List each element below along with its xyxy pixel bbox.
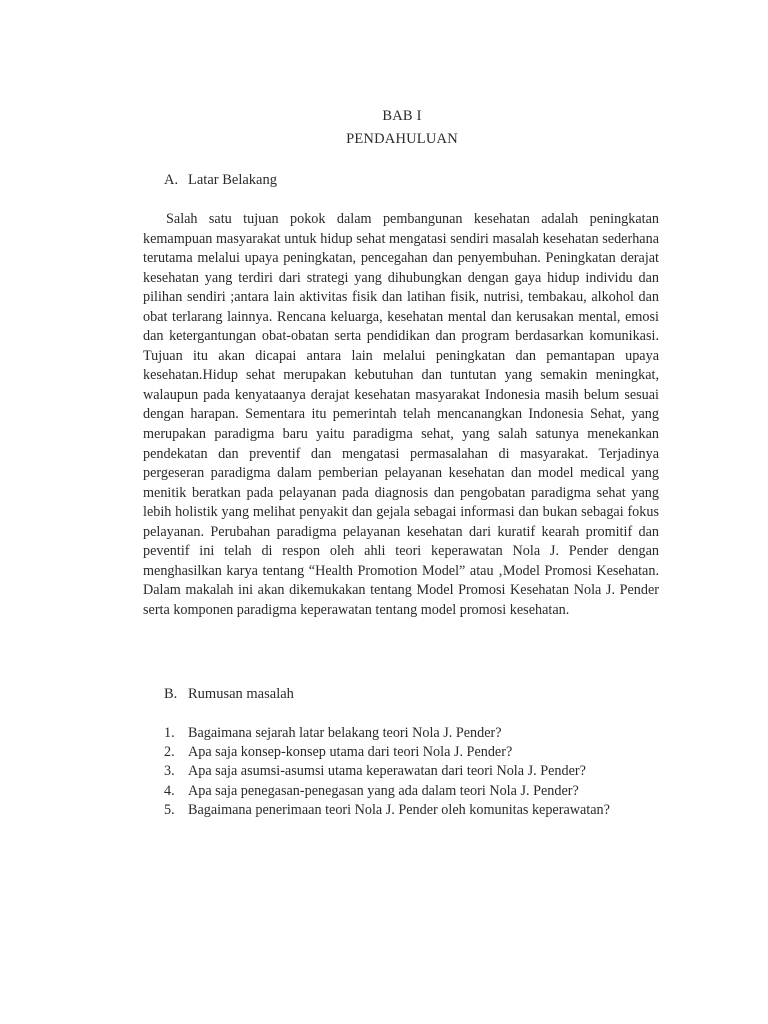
list-item-number: 4.: [164, 782, 175, 799]
list-item-text: Apa saja konsep-konsep utama dari teori Nola J. Pender?: [188, 744, 513, 761]
chapter-title: PENDAHULUAN: [346, 131, 458, 147]
list-item-text: Bagaimana penerimaan teori Nola J. Pender oleh komunitas keperawatan?: [188, 801, 610, 818]
section-b-title: Rumusan masalah: [188, 686, 294, 702]
list-item-number: 5.: [164, 801, 175, 818]
chapter-label: BAB I: [382, 108, 422, 124]
list-item-text: Apa saja asumsi-asumsi utama keperawatan dari teori Nola J. Pender?: [188, 763, 586, 780]
section-b-heading: [164, 686, 294, 703]
list-item-number: 2.: [164, 744, 175, 761]
list-item: [164, 801, 610, 820]
list-item: [164, 743, 610, 762]
list-item-number: 3.: [164, 763, 175, 780]
section-a-heading: [164, 172, 277, 189]
list-item-text: Apa saja penegasan-penegasan yang ada dalam teori Nola J. Pender?: [188, 782, 579, 799]
list-item-number: 1.: [164, 725, 175, 741]
list-item: [164, 782, 610, 801]
question-list: [164, 724, 610, 820]
background-paragraph: Salah satu tujuan pokok dalam pembangunan kesehatan adalah peningkatan kemampuan masyarakat untuk hidup sehat mengatasi sendiri masalah kesehatan sederhana terutama melalui upaya peningkatan, pencegahan dan penyembuhan. Peningkatan derajat kesehatan yang terdiri dari strategi yang dihubungkan dengan gaya hidup individu dan pilihan sendiri ;antara lain aktivitas fisik dan latihan fisik, nutrisi, tembakau, alkohol dan obat terlarang lainnya. Rencana keluarga, kesehatan mental dan kerusakan mental, emosi dan ketergantungan obat-obatan serta pendidikan dan program berdasarkan komunikasi. Tujuan itu akan dicapai antara lain melalui peningkatan dan pemantapan upaya kesehatan.Hidup sehat merupakan kebutuhan dan tuntutan yang semakin meningkat, walaupun pada kenyataanya derajat kesehatan masyarakat Indonesia masih belum sesuai dengan harapan. Sementara itu pemerintah telah mencanangkan Indonesia Sehat, yang merupakan paradigma baru yaitu paradigma sehat, yang salah satunya menekankan pendekatan dan preventif dan mengatasi permasalahan di masyarakat. Terjadinya pergeseran paradigma dalam pemberian pelayanan kesehatan dan model medical yang menitik beratkan pada pelayanan pada diagnosis dan pengobatan paradigma sehat yang lebih holistik yang melihat penyakit dan gejala sebagai informasi dan bukan sebagai fokus pelayanan. Perubahan paradigma pelayanan kesehatan dari kuratif kearah promitif dan peventif ini telah di respon oleh ahli teori keperawatan Nola J. Pender dengan menghasilkan karya tentang “Health Promotion Model” atau ‚Model Promosi Kesehatan. Dalam makalah ini akan dikemukakan tentang Model Promosi Kesehatan Nola J. Pender serta komponen paradigma keperawatan tentang model promosi kesehatan.: [143, 211, 659, 618]
list-item: [164, 724, 610, 743]
list-item: [164, 762, 610, 781]
section-b-marker: B.: [164, 686, 178, 702]
section-a-title: Latar Belakang: [188, 172, 277, 188]
section-a-marker: A.: [164, 172, 179, 188]
list-item-text: Bagaimana sejarah latar belakang teori Nola J. Pender?: [188, 725, 502, 741]
